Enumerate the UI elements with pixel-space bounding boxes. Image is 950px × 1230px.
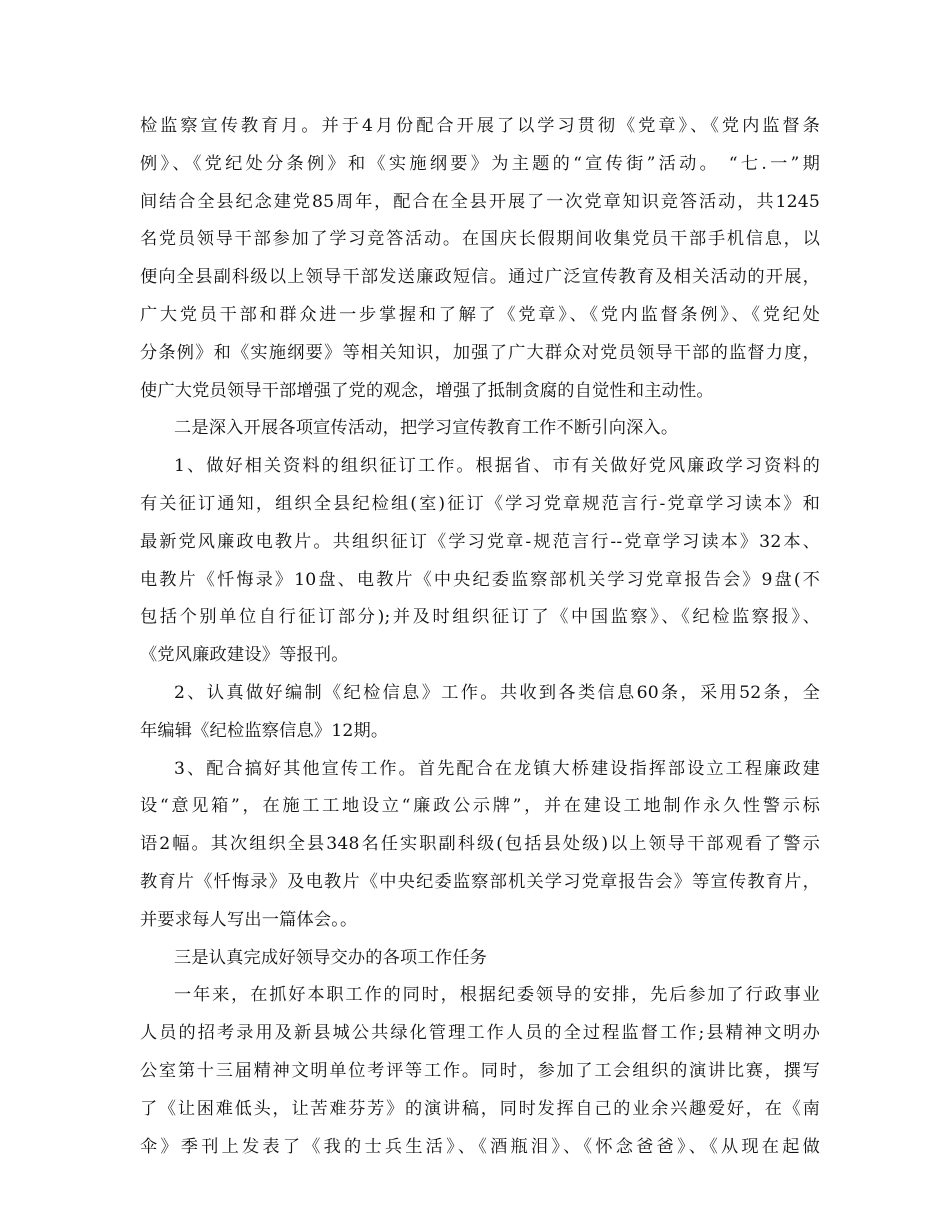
text-line: 公室第十三届精神文明单位考评等工作。同时，参加了工会组织的演讲比赛，撰写	[140, 1060, 820, 1081]
document-body	[140, 108, 820, 1166]
text-line: 有关征订通知，组织全县纪检组(室)征订《学习党章规范言行-党章学习读本》和	[140, 493, 820, 514]
text-line: 例》、《党纪处分条例》和《实施纲要》为主题的“宣传街”活动。 “七.一”期	[140, 153, 820, 174]
paragraph-start: 2、认真做好编制《纪检信息》工作。共收到各类信息60条，采用52条，全	[174, 682, 820, 703]
text-line: 伞》季刊上发表了《我的士兵生活》、《酒瓶泪》、《怀念爸爸》、《从现在起做	[140, 1136, 820, 1157]
text-line: 语2幅。其次组织全县348名任实职副科级(包括县处级)以上领导干部观看了警示	[140, 834, 820, 855]
text-line: 并要求每人写出一篇体会。。	[140, 909, 358, 930]
text-line: 最新党风廉政电教片。共组织征订《学习党章-规范言行--党章学习读本》32本、	[140, 531, 820, 552]
text-line: 间结合全县纪念建党85周年，配合在全县开展了一次党章知识竞答活动，共1245	[140, 191, 820, 212]
paragraph-start: 一年来，在抓好本职工作的同时，根据纪委领导的安排，先后参加了行政事业	[174, 985, 820, 1006]
paragraph-start: 1、做好相关资料的组织征订工作。根据省、市有关做好党风廉政学习资料的	[174, 456, 820, 477]
paragraph-start: 3、配合搞好其他宣传工作。首先配合在龙镇大桥建设指挥部设立工程廉政建	[174, 758, 820, 779]
text-line: 《党风廉政建设》等报刊。	[140, 645, 349, 666]
text-line: 便向全县副科级以上领导干部发送廉政短信。通过广泛宣传教育及相关活动的开展，	[140, 267, 820, 288]
text-line: 了《让困难低头，让苦难芬芳》的演讲稿，同时发挥自己的业余兴趣爱好，在《南	[140, 1098, 820, 1119]
text-line: 年编辑《纪检监察信息》12期。	[140, 720, 389, 741]
text-line: 设“意见箱”，在施工工地设立“廉政公示牌”，并在建设工地制作永久性警示标	[140, 796, 820, 817]
text-line: 教育片《忏悔录》及电教片《中央纪委监察部机关学习党章报告会》等宣传教育片，	[140, 871, 820, 892]
section-heading: 二是深入开展各项宣传活动，把学习宣传教育工作不断引向深入。	[174, 418, 679, 439]
text-line: 包括个别单位自行征订部分);并及时组织征订了《中国监察》、《纪检监察报》、	[140, 607, 820, 628]
text-line: 分条例》和《实施纲要》等相关知识，加强了广大群众对党员领导干部的监督力度，	[140, 342, 820, 363]
text-line: 人员的招考录用及新县城公共绿化管理工作人员的全过程监督工作;县精神文明办	[140, 1023, 820, 1044]
text-line: 检监察宣传教育月。并于4月份配合开展了以学习贯彻《党章》、《党内监督条	[140, 116, 820, 136]
text-line: 名党员领导干部参加了学习竞答活动。在国庆长假期间收集党员干部手机信息，以	[140, 229, 820, 250]
section-heading: 三是认真完成好领导交办的各项工作任务	[174, 947, 487, 968]
text-line: 广大党员干部和群众进一步掌握和了解了《党章》、《党内监督条例》、《党纪处	[140, 304, 820, 325]
text-line: 电教片《忏悔录》10盘、电教片《中央纪委监察部机关学习党章报告会》9盘(不	[140, 569, 820, 590]
text-line: 使广大党员领导干部增强了党的观念，增强了抵制贪腐的自觉性和主动性。	[140, 380, 714, 401]
